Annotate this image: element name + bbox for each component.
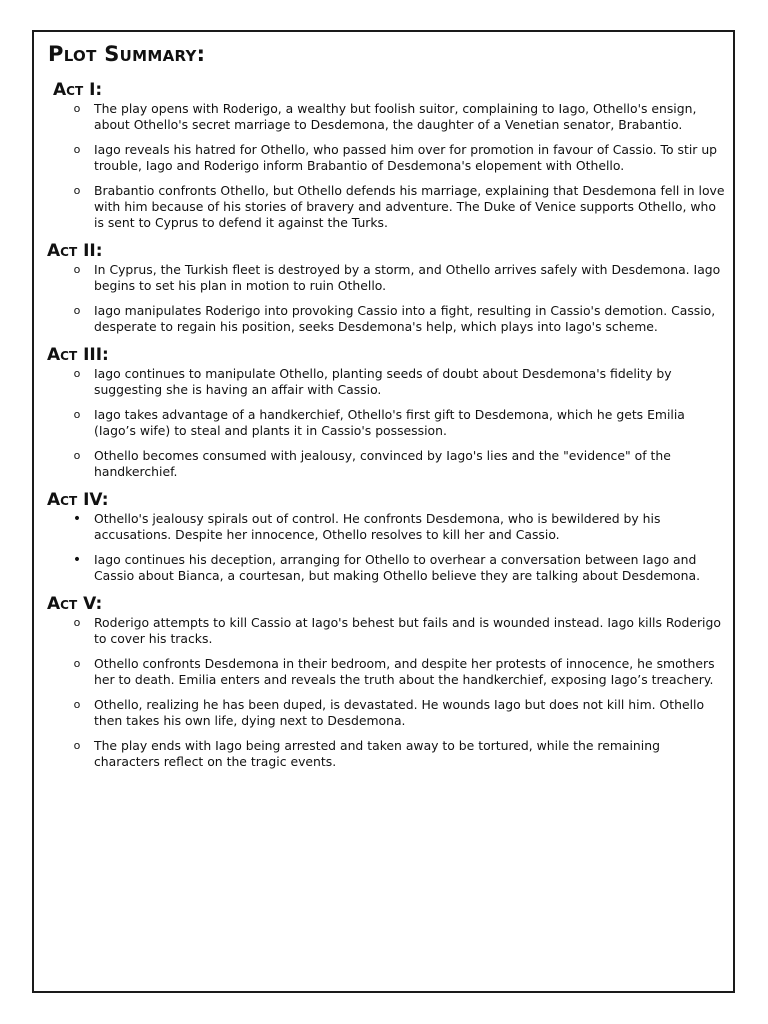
- list-item: [47, 448, 727, 480]
- act-section: [47, 593, 727, 770]
- list-item-text: Othello confronts Desdemona in their bedroom, and despite her protests of innocence, he smothers her to death. Emilia enters and reveals the truth about the handkerchief, exposing Iago’s treachery.: [94, 656, 715, 687]
- act-event-list: [47, 511, 727, 584]
- bullet-marker: o: [73, 449, 81, 462]
- bullet-marker: o: [73, 739, 81, 752]
- list-item-text: The play ends with Iago being arrested and taken away to be tortured, while the remaining characters reflect on the tragic events.: [94, 738, 660, 769]
- list-item: [47, 366, 727, 398]
- list-item-text: In Cyprus, the Turkish fleet is destroyed by a storm, and Othello arrives safely with Desdemona. Iago begins to set his plan in motion to ruin Othello.: [94, 262, 721, 293]
- act-event-list: [47, 101, 727, 231]
- act-section: [47, 344, 727, 480]
- list-item-text: Iago takes advantage of a handkerchief, Othello's first gift to Desdemona, which he gets Emilia (Iago’s wife) to steal and plants it in Cassio's possession.: [94, 407, 685, 438]
- list-item: [47, 303, 727, 335]
- list-item: [47, 615, 727, 647]
- act-event-list: [47, 366, 727, 480]
- bullet-marker: o: [73, 698, 81, 711]
- bullet-marker: o: [73, 184, 81, 197]
- list-item: [47, 738, 727, 770]
- bullet-marker: o: [73, 143, 81, 156]
- list-item-text: Iago reveals his hatred for Othello, who passed him over for promotion in favour of Cassio. To stir up trouble, Iago and Roderigo inform Brabantio of Desdemona's elopement with Othello.: [94, 142, 718, 173]
- bullet-marker: o: [73, 102, 81, 115]
- bullet-marker: o: [73, 263, 81, 276]
- act-section: [47, 489, 727, 584]
- bullet-marker: •: [72, 511, 82, 527]
- bullet-marker: •: [72, 552, 82, 568]
- bullet-marker: o: [73, 367, 81, 380]
- list-item: [47, 407, 727, 439]
- list-item-text: Iago continues to manipulate Othello, planting seeds of doubt about Desdemona's fidelity by suggesting she is having an affair with Cassio.: [94, 366, 672, 397]
- act-section: [47, 79, 727, 231]
- list-item: [47, 697, 727, 729]
- list-item-text: Roderigo attempts to kill Cassio at Iago's behest but fails and is wounded instead. Iago kills Roderigo to cover his tracks.: [94, 615, 721, 646]
- act-heading: Act II:: [47, 241, 103, 261]
- list-item-text: Othello's jealousy spirals out of control. He confronts Desdemona, who is bewildered by his accusations. Despite her innocence, Othello resolves to kill her and Cassio.: [94, 511, 661, 542]
- act-event-list: [47, 615, 727, 770]
- act-heading: Act IV:: [47, 490, 109, 510]
- act-heading: Act V:: [47, 594, 103, 614]
- list-item-text: Othello, realizing he has been duped, is devastated. He wounds Iago but does not kill him. Othello then takes his own life, dying next to Desdemona.: [94, 697, 705, 728]
- list-item: [47, 262, 727, 294]
- bullet-marker: o: [73, 304, 81, 317]
- act-event-list: [47, 262, 727, 335]
- list-item-text: Brabantio confronts Othello, but Othello defends his marriage, explaining that Desdemona fell in love with him because of his stories of bravery and adventure. The Duke of Venice supports Othello, who is sent to Cyprus to defend it against the Turks.: [94, 183, 725, 230]
- list-item: [47, 183, 727, 231]
- list-item: [47, 101, 727, 133]
- list-item-text: The play opens with Roderigo, a wealthy but foolish suitor, complaining to Iago, Othello's ensign, about Othello's secret marriage to Desdemona, the daughter of a Venetian senator, Brabantio.: [94, 101, 697, 132]
- list-item-text: Iago continues his deception, arranging for Othello to overhear a conversation between Iago and Cassio about Bianca, a courtesan, but making Othello believe they are talking about Desdemona.: [94, 552, 701, 583]
- act-heading: Act III:: [47, 345, 109, 365]
- plot-summary-content: [47, 79, 727, 779]
- act-section: [47, 240, 727, 335]
- page-title: Plot Summary:: [48, 42, 206, 66]
- list-item-text: Iago manipulates Roderigo into provoking Cassio into a fight, resulting in Cassio's demotion. Cassio, desperate to regain his position, seeks Desdemona's help, which plays into Iago's scheme.: [94, 303, 716, 334]
- list-item: [47, 656, 727, 688]
- list-item-text: Othello becomes consumed with jealousy, convinced by Iago's lies and the "evidence" of the handkerchief.: [94, 448, 671, 479]
- page-frame: [32, 30, 735, 993]
- bullet-marker: o: [73, 616, 81, 629]
- bullet-marker: o: [73, 408, 81, 421]
- list-item: [47, 511, 727, 543]
- list-item: [47, 142, 727, 174]
- list-item: [47, 552, 727, 584]
- act-heading: Act I:: [53, 80, 103, 100]
- bullet-marker: o: [73, 657, 81, 670]
